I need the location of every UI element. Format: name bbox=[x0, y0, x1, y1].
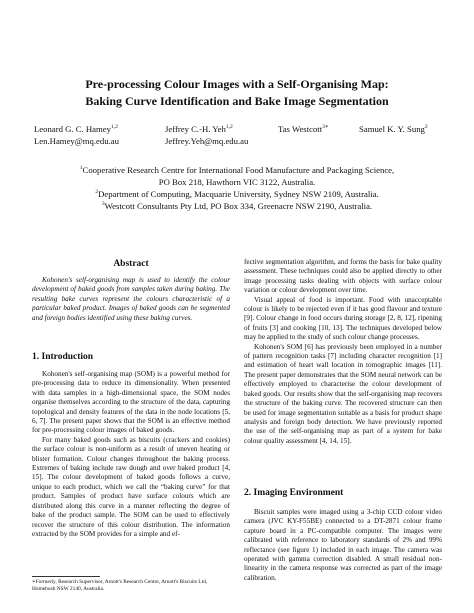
section-2-heading: 2. Imaging Environment bbox=[244, 488, 344, 498]
author-3-name: Tas Westcott bbox=[278, 124, 323, 134]
intro-paragraph-2: For many baked goods such as biscuits (crackers and cookies) the surface colour is non-uniform as a result of uneven heating or blister formation. Colour changes throughout the baking process. Extremes of baking include raw dough and over baked product [4, 15]. The colour development of baked goods follows a curve, unique to each product, which we call the “baking curve” for that product. Samples of product have surface colours which are distributed along this curve in a manner reflecting the degree of bake of the product sample. The SOM can be used to effectively recover the structure of this colour distribution. The information extracted by the SOM provides for a simple and ef- bbox=[32, 435, 230, 538]
author-2 bbox=[165, 123, 248, 147]
affiliation-2: $^2$Department of Computing, Macquarie University, Sydney NSW 2109, Australia. bbox=[95, 189, 379, 199]
introduction-heading: 1. Introduction bbox=[32, 352, 94, 362]
footnote: ∗Formerly, Research Supervisor, Arnott's Research Centre, Arnott's Biscuits Ltd, Homebush NSW 2140, Australia. bbox=[32, 579, 208, 593]
author-4-sup: 2 bbox=[424, 124, 428, 131]
paper-title bbox=[20, 76, 454, 110]
author-2-sup: 1,2 bbox=[225, 124, 233, 131]
author-1-sup: 1,2 bbox=[110, 124, 118, 131]
author-2-email: Jeffrey.Yeh@mq.edu.au bbox=[165, 136, 249, 146]
author-2-name: Jeffrey C.-H. Yeh bbox=[165, 124, 226, 134]
author-3 bbox=[278, 123, 329, 135]
affiliation-3: $^3$Westcott Consultants Pty Ltd, PO Box 334, Greenacre NSW 2190, Australia. bbox=[101, 201, 373, 211]
author-1-email: Len.Hamey@mq.edu.au bbox=[34, 136, 119, 146]
affiliation-1: $^1$Cooperative Research Centre for International Food Manufacture and Packaging Science, bbox=[79, 165, 395, 175]
right-paragraph-1: fective segmentation algorithm, and forms the basis for bake quality assessment. These techniques could also be applied directly to other image processing tasks dealing with objects with surface colour variation or colour development over time. bbox=[244, 258, 442, 295]
right-paragraph-2: Visual appeal of food is important. Food with unacceptable colour is likely to be rejected even if it has good flavour and texture [9]. Colour change in food occurs during storage [2, 8, 12], ripening of fruits [3] and cooking [10, 13]. The techniques developed below may be applied to the study of such colour change processes. bbox=[244, 295, 442, 342]
introduction-body bbox=[32, 370, 230, 539]
abstract-text: Kohonen's self-organising map is used to identify the colour development of baked goods from samples taken during baking. The resulting bake curves represent the colours characteristic of a particular baked product. Images of baked goods can be segmented and foreign bodies identified using these baking curves. bbox=[32, 276, 230, 322]
affiliations bbox=[20, 164, 454, 212]
author-4-name: Samuel K. Y. Sung bbox=[359, 124, 425, 134]
affiliation-1b: PO Box 218, Hawthorn VIC 3122, Australia. bbox=[158, 177, 316, 187]
author-3-sup: 3∗ bbox=[322, 124, 329, 131]
abstract-body bbox=[32, 276, 230, 323]
title-line-2: Baking Curve Identification and Bake Image Segmentation bbox=[85, 94, 389, 108]
author-4 bbox=[359, 123, 428, 135]
right-paragraph-3: Kohonen's SOM [6] has previously been employed in a number of pattern recognition tasks [7] including character recognition [1] and estimation of heart wall location in tomographic images [11]. The present paper demonstrates that the SOM neural network can be effectively employed to characterise the colour development of baked goods. Our results show that the self-organising map recovers the structure of the baking curve. The recovered structure can then be used for image segmentation suitable as a basis for product shape analysis and foreign body detection. We have previously reported the use of the self-organising map as part of a system for bake colour quality assessment [4, 14, 15]. bbox=[244, 342, 442, 445]
author-1 bbox=[34, 123, 119, 147]
footnote-rule bbox=[32, 576, 100, 577]
abstract-heading: Abstract bbox=[113, 259, 149, 269]
title-line-1: Pre-processing Colour Images with a Self-Organising Map: bbox=[85, 77, 389, 91]
intro-paragraph-1: Kohonen's self-organising map (SOM) is a powerful method for pre-processing data to reduce its dimensionality. When presented with data samples in a high-dimensional space, the SOM nodes organise themselves according to the structure of the data, capturing topological and density features of the data in the node locations [5, 6, 7]. The present paper shows that the SOM is an effective method for pre-processing colour images of baked goods. bbox=[32, 370, 230, 435]
author-1-name: Leonard G. C. Hamey bbox=[34, 124, 111, 134]
section-2-body bbox=[244, 508, 442, 583]
section-2-paragraph: Biscuit samples were imaged using a 3-chip CCD colour video camera (JVC KY-F55BE) connected to a DT-2871 colour frame capture board in a PC-compatible computer. The images were calibrated with reference to laboratory standards of 2% and 99% reflectance (see figure 1) included in each image. The camera was operated with gamma correction disabled. A small residual non-linearity in the camera response was corrected as part of the image calibration. bbox=[244, 508, 442, 582]
right-column-body bbox=[244, 258, 442, 446]
